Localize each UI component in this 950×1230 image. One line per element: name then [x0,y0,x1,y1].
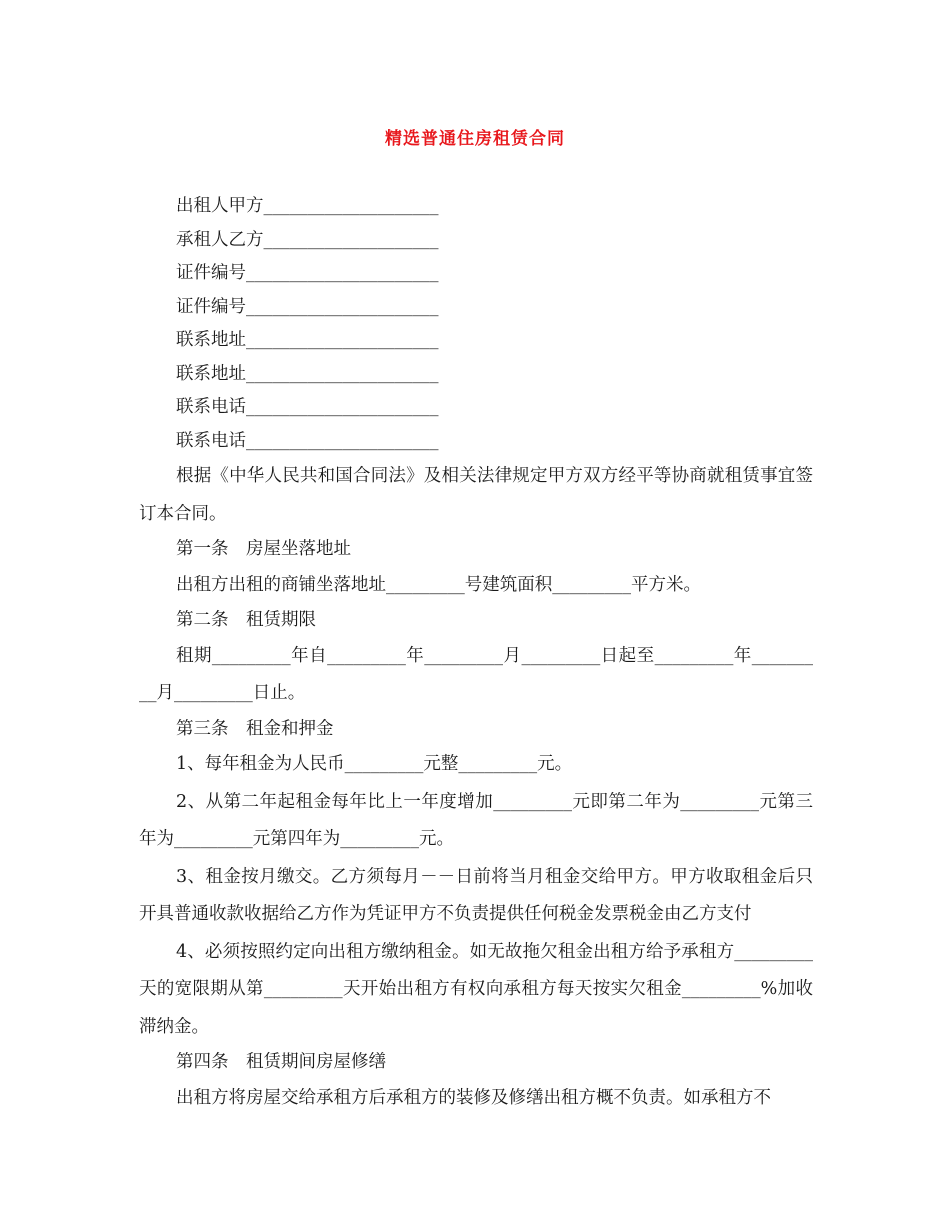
article-3-item-3: 3、租金按月缴交。乙方须每月－－日前将当月租金交给甲方。甲方收取租金后只开具普通收款收据给乙方作为凭证甲方不负责提供任何税金发票税金由乙方支付 [139,866,813,924]
article-2-heading: 第二条 租赁期限 [176,610,316,630]
article-3-heading: 第三条 租金和押金 [176,718,334,739]
field-id-number-b: 证件编号______________________ [176,296,439,317]
field-address-b: 联系地址______________________ [176,363,439,384]
field-id-number-a: 证件编号______________________ [176,263,439,283]
article-1-text: 出租方出租的商铺坐落地址_________号建筑面积_________平方米。 [176,574,701,595]
article-1-heading: 第一条 房屋坐落地址 [176,539,351,559]
article-3-item-2: 2、从第二年起租金每年比上一年度增加_________元即第二年为_________元第三年为_________元第四年为_________元。 [139,791,813,849]
article-4-heading: 第四条 租赁期间房屋修缮 [176,1052,386,1072]
document-title: 精选普通住房租赁合同 [385,129,565,149]
intro-paragraph: 根据《中华人民共和国合同法》及相关法律规定甲方双方经平等协商就租赁事宜签订本合同。 [139,466,813,524]
field-phone-a: 联系电话______________________ [176,397,439,417]
contract-body [139,190,813,1117]
article-2-text: 租期_________年自_________年_________月_________日起至_________年_________月_________日止。 [139,645,813,703]
article-4-text: 出租方将房屋交给承租方后承租方的装修及修缮出租方概不负责。如承租方不 [176,1087,771,1108]
field-phone-b: 联系电话______________________ [176,430,439,451]
field-lessor: 出租人甲方____________________ [176,196,439,216]
field-lessee: 承租人乙方____________________ [176,229,439,250]
field-address-a: 联系地址______________________ [176,330,439,350]
article-3-item-4: 4、必须按照约定向出租方缴纳租金。如无故拖欠租金出租方给予承租方_________天的宽限期从第_________天开始出租方有权向承租方每天按实欠租金_________%加收滞纳金。 [139,941,813,1037]
article-3-item-1: 1、每年租金为人民币_________元整_________元。 [176,754,573,774]
